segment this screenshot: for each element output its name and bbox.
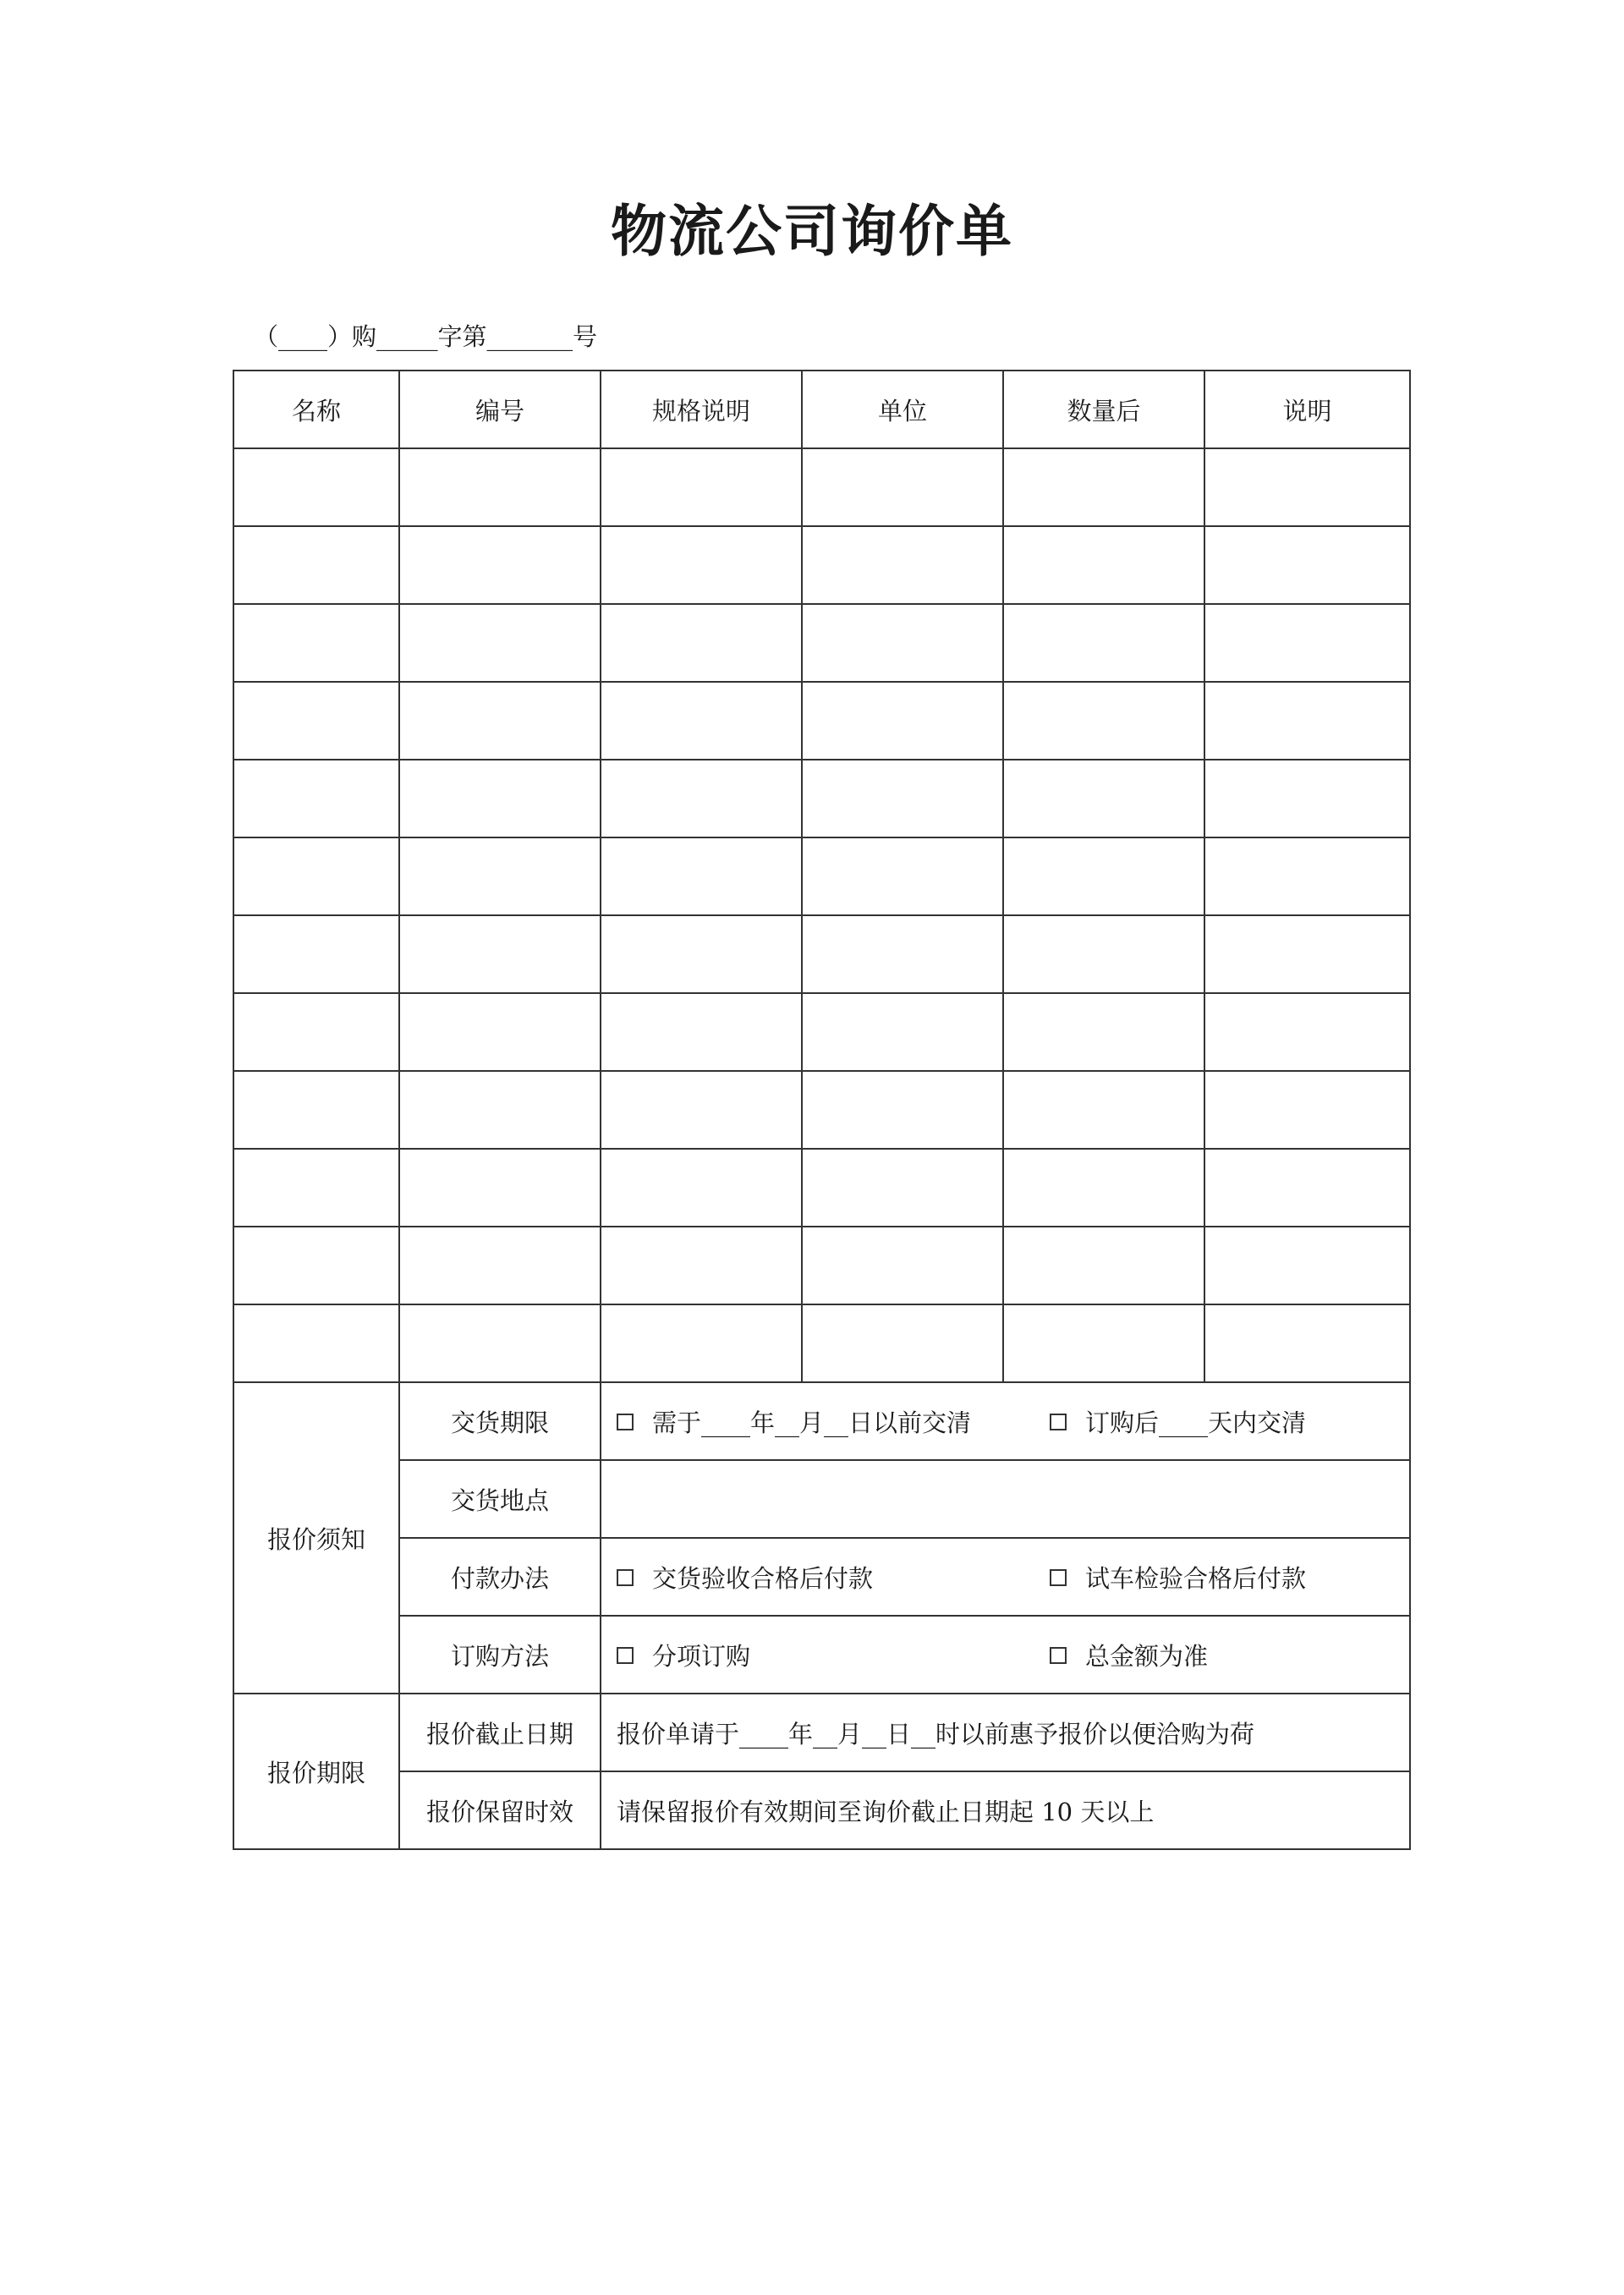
cell-note[interactable] <box>1204 1304 1410 1382</box>
cell-spec[interactable] <box>601 448 802 526</box>
payment-method-options <box>601 1538 1410 1616</box>
cell-quantity[interactable] <box>1003 1071 1204 1149</box>
cell-unit[interactable] <box>802 760 1003 837</box>
cell-name[interactable] <box>233 1227 399 1304</box>
table-row <box>233 1149 1410 1227</box>
delivery-option-date-text: 需于____年__月__日以前交清 <box>652 1408 972 1437</box>
delivery-period-row <box>233 1382 1410 1460</box>
payment-option-trial[interactable] <box>1050 1560 1306 1595</box>
cell-unit[interactable] <box>802 993 1003 1071</box>
order-option-total[interactable] <box>1050 1638 1208 1672</box>
serial-number-line: （____）购_____字第_______号 <box>254 322 598 351</box>
cell-quantity[interactable] <box>1003 915 1204 993</box>
table-row <box>233 837 1410 915</box>
cell-spec[interactable] <box>601 1304 802 1382</box>
table-row <box>233 760 1410 837</box>
cell-name[interactable] <box>233 682 399 760</box>
order-option-itemized-text: 分项订购 <box>652 1641 751 1671</box>
cell-quantity[interactable] <box>1003 526 1204 604</box>
quote-deadline-text: 报价单请于____年__月__日__时以前惠予报价以便洽购为荷 <box>601 1694 1410 1771</box>
cell-unit[interactable] <box>802 526 1003 604</box>
cell-note[interactable] <box>1204 915 1410 993</box>
table-row <box>233 993 1410 1071</box>
cell-spec[interactable] <box>601 837 802 915</box>
cell-code[interactable] <box>399 682 601 760</box>
header-note: 说明 <box>1204 371 1410 448</box>
checkbox-icon[interactable] <box>1050 1414 1067 1430</box>
cell-note[interactable] <box>1204 1227 1410 1304</box>
cell-quantity[interactable] <box>1003 993 1204 1071</box>
cell-quantity[interactable] <box>1003 1227 1204 1304</box>
cell-code[interactable] <box>399 1304 601 1382</box>
cell-unit[interactable] <box>802 448 1003 526</box>
quote-deadline-label: 报价截止日期 <box>399 1694 601 1771</box>
order-method-label: 订购方法 <box>399 1616 601 1694</box>
payment-method-label: 付款办法 <box>399 1538 601 1616</box>
quote-validity-row <box>233 1771 1410 1849</box>
cell-spec[interactable] <box>601 993 802 1071</box>
table-header-row <box>233 371 1410 448</box>
order-method-row <box>233 1616 1410 1694</box>
cell-code[interactable] <box>399 1227 601 1304</box>
cell-spec[interactable] <box>601 526 802 604</box>
payment-option-trial-text: 试车检验合格后付款 <box>1085 1563 1307 1593</box>
cell-quantity[interactable] <box>1003 1149 1204 1227</box>
notice-section-label: 报价须知 <box>233 1382 399 1694</box>
cell-unit[interactable] <box>802 1227 1003 1304</box>
header-unit: 单位 <box>802 371 1003 448</box>
delivery-location-row <box>233 1460 1410 1538</box>
cell-code[interactable] <box>399 604 601 682</box>
cell-unit[interactable] <box>802 915 1003 993</box>
cell-note[interactable] <box>1204 526 1410 604</box>
quote-deadline-row <box>233 1694 1410 1771</box>
checkbox-icon[interactable] <box>1050 1647 1067 1664</box>
order-option-itemized[interactable] <box>617 1638 1050 1672</box>
header-name: 名称 <box>233 371 399 448</box>
cell-note[interactable] <box>1204 682 1410 760</box>
cell-spec[interactable] <box>601 682 802 760</box>
cell-spec[interactable] <box>601 1071 802 1149</box>
cell-code[interactable] <box>399 760 601 837</box>
table-row <box>233 915 1410 993</box>
cell-note[interactable] <box>1204 837 1410 915</box>
cell-code[interactable] <box>399 1071 601 1149</box>
cell-spec[interactable] <box>601 1149 802 1227</box>
table-row <box>233 1304 1410 1382</box>
table-row <box>233 604 1410 682</box>
payment-method-row <box>233 1538 1410 1616</box>
checkbox-icon[interactable] <box>617 1569 634 1586</box>
cell-note[interactable] <box>1204 1149 1410 1227</box>
cell-note[interactable] <box>1204 448 1410 526</box>
cell-name[interactable] <box>233 448 399 526</box>
delivery-period-label: 交货期限 <box>399 1382 601 1460</box>
cell-code[interactable] <box>399 1149 601 1227</box>
page-title: 物流公司询价单 <box>611 198 1013 264</box>
delivery-location-field[interactable] <box>601 1460 1410 1538</box>
delivery-period-options <box>601 1382 1410 1460</box>
table-row <box>233 526 1410 604</box>
cell-spec[interactable] <box>601 760 802 837</box>
cell-unit[interactable] <box>802 682 1003 760</box>
payment-option-acceptance[interactable] <box>617 1560 1050 1595</box>
cell-quantity[interactable] <box>1003 760 1204 837</box>
cell-name[interactable] <box>233 1304 399 1382</box>
cell-note[interactable] <box>1204 760 1410 837</box>
checkbox-icon[interactable] <box>617 1414 634 1430</box>
cell-unit[interactable] <box>802 1071 1003 1149</box>
header-quantity: 数量后 <box>1003 371 1204 448</box>
order-option-total-text: 总金额为准 <box>1085 1641 1209 1671</box>
cell-name[interactable] <box>233 526 399 604</box>
table-row <box>233 682 1410 760</box>
cell-code[interactable] <box>399 993 601 1071</box>
quote-validity-text: 请保留报价有效期间至询价截止日期起 10 天以上 <box>601 1771 1410 1849</box>
cell-code[interactable] <box>399 837 601 915</box>
cell-quantity[interactable] <box>1003 1304 1204 1382</box>
quote-validity-label: 报价保留时效 <box>399 1771 601 1849</box>
cell-name[interactable] <box>233 1071 399 1149</box>
cell-quantity[interactable] <box>1003 448 1204 526</box>
table-row <box>233 1227 1410 1304</box>
order-method-options <box>601 1616 1410 1694</box>
checkbox-icon[interactable] <box>617 1647 634 1664</box>
cell-spec[interactable] <box>601 915 802 993</box>
cell-name[interactable] <box>233 604 399 682</box>
cell-code[interactable] <box>399 526 601 604</box>
cell-note[interactable] <box>1204 993 1410 1071</box>
cell-unit[interactable] <box>802 604 1003 682</box>
delivery-option-days-text: 订购后____天内交清 <box>1085 1408 1307 1437</box>
cell-name[interactable] <box>233 1149 399 1227</box>
checkbox-icon[interactable] <box>1050 1569 1067 1586</box>
cell-quantity[interactable] <box>1003 604 1204 682</box>
cell-note[interactable] <box>1204 604 1410 682</box>
cell-name[interactable] <box>233 915 399 993</box>
cell-name[interactable] <box>233 760 399 837</box>
inquiry-form-body <box>233 371 1410 1382</box>
cell-spec[interactable] <box>601 1227 802 1304</box>
delivery-option-date[interactable] <box>617 1404 1050 1439</box>
table-row <box>233 1071 1410 1149</box>
cell-note[interactable] <box>1204 1071 1410 1149</box>
cell-spec[interactable] <box>601 604 802 682</box>
inquiry-form-table <box>233 370 1411 1850</box>
header-code: 编号 <box>399 371 601 448</box>
cell-unit[interactable] <box>802 1149 1003 1227</box>
quote-terms-section <box>233 1382 1410 1849</box>
quote-period-section-label: 报价期限 <box>233 1694 399 1849</box>
delivery-option-days[interactable] <box>1050 1404 1306 1439</box>
cell-code[interactable] <box>399 448 601 526</box>
table-row <box>233 448 1410 526</box>
cell-unit[interactable] <box>802 837 1003 915</box>
cell-quantity[interactable] <box>1003 837 1204 915</box>
delivery-location-label: 交货地点 <box>399 1460 601 1538</box>
cell-unit[interactable] <box>802 1304 1003 1382</box>
cell-name[interactable] <box>233 993 399 1071</box>
cell-name[interactable] <box>233 837 399 915</box>
cell-code[interactable] <box>399 915 601 993</box>
cell-quantity[interactable] <box>1003 682 1204 760</box>
header-spec: 规格说明 <box>601 371 802 448</box>
payment-option-acceptance-text: 交货验收合格后付款 <box>652 1563 874 1593</box>
